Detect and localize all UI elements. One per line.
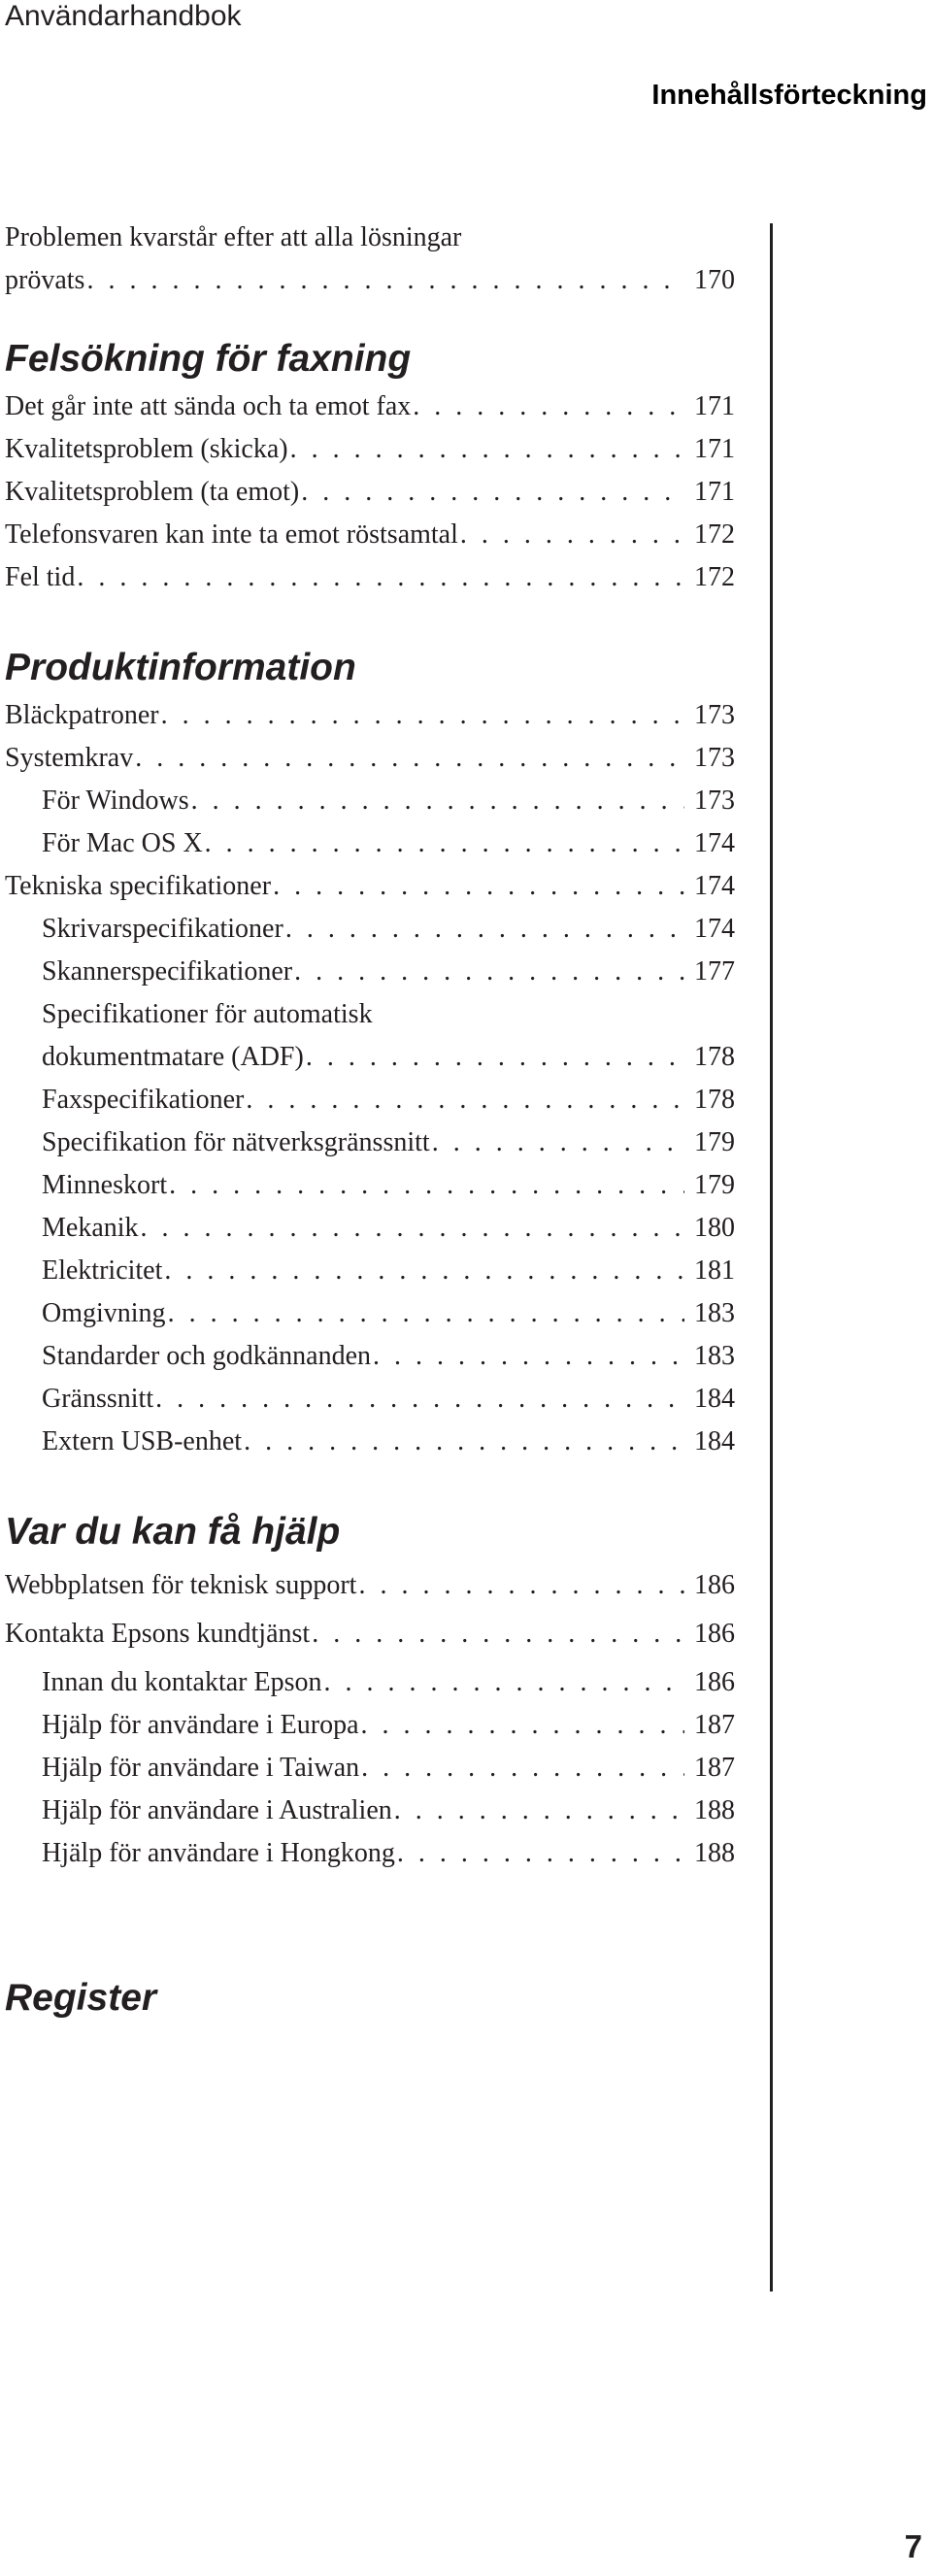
toc-entry[interactable]: [5, 1790, 735, 1832]
toc-entry-label: Minneskort: [42, 1170, 168, 1200]
toc-entry-page: 187: [694, 1753, 735, 1783]
toc-entry[interactable]: [5, 1207, 735, 1250]
toc-entry-page: 172: [694, 562, 735, 592]
toc-entry-page: 173: [694, 700, 735, 730]
toc-entry-page: 184: [694, 1384, 735, 1414]
toc-entry-page: 186: [694, 1667, 735, 1697]
dot-leader: [290, 428, 684, 471]
dot-leader: [86, 259, 684, 302]
toc-entry[interactable]: [5, 556, 735, 599]
toc-entry-label: Kontakta Epsons kundtjänst: [5, 1619, 311, 1649]
toc-entry[interactable]: [5, 822, 735, 865]
dot-leader: [77, 556, 684, 599]
toc-entry-label: Specifikation för nätverksgränssnitt: [42, 1127, 430, 1157]
toc-entry-label: Webbplatsen för teknisk support: [5, 1570, 357, 1600]
toc-entry[interactable]: [5, 1832, 735, 1875]
toc-entry-label-line1: Problemen kvarstår efter att alla lösningar: [5, 222, 462, 252]
toc-entry[interactable]: [5, 1704, 735, 1747]
toc-entry-page: 180: [694, 1213, 735, 1243]
toc-entry[interactable]: [5, 1421, 735, 1463]
toc-entry[interactable]: [5, 1564, 735, 1607]
dot-leader: [135, 737, 684, 780]
dot-leader: [397, 1832, 684, 1875]
toc-entry-page: 173: [694, 786, 735, 816]
toc-entry[interactable]: [5, 1250, 735, 1292]
toc-entry-label: Systemkrav: [5, 743, 134, 773]
toc-chapter: [5, 333, 735, 599]
toc-entry-page: 187: [694, 1710, 735, 1740]
toc-entry-label: Hjälp för användare i Europa: [42, 1710, 359, 1740]
dot-leader: [361, 1747, 684, 1790]
dot-leader: [244, 1421, 684, 1463]
toc-entry-label: Hjälp för användare i Hongkong: [42, 1838, 395, 1868]
toc-chapter: [5, 1972, 735, 2024]
toc-entry-label: För Windows: [42, 786, 189, 816]
vertical-rule: [770, 223, 773, 2292]
toc-entry-label: Gränssnitt: [42, 1384, 154, 1414]
toc-entry-page: 179: [694, 1127, 735, 1157]
toc-entry-page: 183: [694, 1298, 735, 1328]
toc-entry-page: 179: [694, 1170, 735, 1200]
dot-leader: [191, 780, 684, 822]
toc-entry[interactable]: [5, 780, 735, 822]
toc-entry-label: Extern USB-enhet: [42, 1426, 243, 1456]
dot-leader: [246, 1079, 684, 1121]
toc-entry-page: 177: [694, 956, 735, 987]
toc-entry-label: Mekanik: [42, 1213, 139, 1243]
toc-entry-page: 174: [694, 871, 735, 901]
dot-leader: [205, 822, 684, 865]
toc-entry-label: Hjälp för användare i Australien: [42, 1795, 392, 1825]
dot-leader: [294, 951, 684, 993]
toc-entry[interactable]: [5, 1164, 735, 1207]
toc-entry-page: 188: [694, 1838, 735, 1868]
dot-leader: [324, 1661, 685, 1704]
table-of-contents: [5, 217, 735, 2024]
dot-leader: [460, 514, 684, 556]
dot-leader: [358, 1564, 684, 1607]
section-header: Innehållsförteckning: [651, 80, 927, 111]
toc-entry-page: 173: [694, 743, 735, 773]
toc-entry-page: 181: [694, 1255, 735, 1286]
toc-entry[interactable]: [5, 1613, 735, 1656]
toc-entry-page: 178: [694, 1085, 735, 1115]
toc-entry[interactable]: [5, 951, 735, 993]
toc-entry-page: 186: [694, 1570, 735, 1600]
chapter-title[interactable]: Register: [5, 1977, 157, 2019]
toc-entry-label: Kvalitetsproblem (skicka): [5, 434, 288, 464]
toc-entry-page: 171: [694, 477, 735, 507]
toc-entry-page: 174: [694, 914, 735, 944]
toc-chapter: [5, 1506, 735, 1875]
dot-leader: [301, 471, 684, 514]
toc-entry[interactable]: [5, 1292, 735, 1335]
dot-leader: [312, 1613, 684, 1656]
toc-chapter: [5, 642, 735, 1463]
toc-entry[interactable]: [5, 865, 735, 908]
toc-entry-label: Faxspecifikationer: [42, 1085, 245, 1115]
toc-entry-label: Innan du kontaktar Epson: [42, 1667, 322, 1697]
toc-entry-label: Fel tid: [5, 562, 76, 592]
toc-entry[interactable]: [5, 1335, 735, 1378]
toc-entry-page: 171: [694, 391, 735, 421]
toc-entry-label: Telefonsvaren kan inte ta emot röstsamtal: [5, 519, 458, 550]
dot-leader: [155, 1378, 684, 1421]
toc-entry-page: 186: [694, 1619, 735, 1649]
dot-leader: [164, 1250, 684, 1292]
toc-entry[interactable]: [5, 737, 735, 780]
dot-leader: [273, 865, 684, 908]
toc-entry-page: 184: [694, 1426, 735, 1456]
toc-entry[interactable]: [5, 471, 735, 514]
toc-entry[interactable]: [5, 1661, 735, 1704]
dot-leader: [373, 1335, 684, 1378]
toc-entry[interactable]: [5, 385, 735, 428]
toc-entry-page: 172: [694, 519, 735, 550]
dot-leader: [306, 1036, 684, 1079]
toc-entry[interactable]: [5, 1378, 735, 1421]
dot-leader: [285, 908, 684, 951]
toc-entry-page: 188: [694, 1795, 735, 1825]
dot-leader: [161, 694, 684, 737]
toc-entry[interactable]: [5, 993, 735, 1079]
dot-leader: [394, 1790, 684, 1832]
toc-entry[interactable]: [5, 1079, 735, 1121]
toc-entry[interactable]: [5, 1747, 735, 1790]
toc-entry-page: 171: [694, 434, 735, 464]
dot-leader: [168, 1292, 684, 1335]
toc-entry-page: 183: [694, 1341, 735, 1371]
chapter-title[interactable]: Produktinformation: [5, 647, 356, 688]
toc-entry-page: 170: [694, 265, 735, 295]
toc-entry-label: Tekniska specifikationer: [5, 871, 272, 901]
page-number: 7: [904, 2528, 922, 2564]
toc-entry-label: Skrivarspecifikationer: [42, 914, 283, 944]
toc-entry[interactable]: [5, 428, 735, 471]
toc-entry-label: Kvalitetsproblem (ta emot): [5, 477, 300, 507]
toc-entry-label: Bläckpatroner: [5, 700, 159, 730]
toc-entry-label: Skannerspecifikationer: [42, 956, 293, 987]
running-header-title: Användarhandbok: [5, 0, 242, 32]
chapter-title[interactable]: Felsökning för faxning: [5, 338, 412, 380]
toc-entry[interactable]: [5, 908, 735, 951]
toc-entry-label: dokumentmatare (ADF): [42, 1042, 304, 1072]
dot-leader: [141, 1207, 684, 1250]
toc-entry-page: 174: [694, 828, 735, 858]
toc-entry[interactable]: [5, 514, 735, 556]
toc-entry-label: För Mac OS X: [42, 828, 203, 858]
dot-leader: [169, 1164, 684, 1207]
toc-entry-label: Det går inte att sända och ta emot fax: [5, 391, 412, 421]
chapter-title[interactable]: Var du kan få hjälp: [5, 1511, 341, 1553]
toc-entry-label: prövats: [5, 265, 85, 295]
toc-entry-label: Elektricitet: [42, 1255, 163, 1286]
toc-entry[interactable]: [5, 694, 735, 737]
dot-leader: [432, 1121, 684, 1164]
dot-leader: [361, 1704, 684, 1747]
toc-entry-label: Standarder och godkännanden: [42, 1341, 371, 1371]
toc-entry[interactable]: [5, 217, 735, 302]
toc-entry-label: Hjälp för användare i Taiwan: [42, 1753, 360, 1783]
toc-entry[interactable]: [5, 1121, 735, 1164]
toc-entry-label-line1: Specifikationer för automatisk: [42, 999, 373, 1029]
dot-leader: [413, 385, 684, 428]
toc-entry-label: Omgivning: [42, 1298, 166, 1328]
toc-entry-page: 178: [694, 1042, 735, 1072]
